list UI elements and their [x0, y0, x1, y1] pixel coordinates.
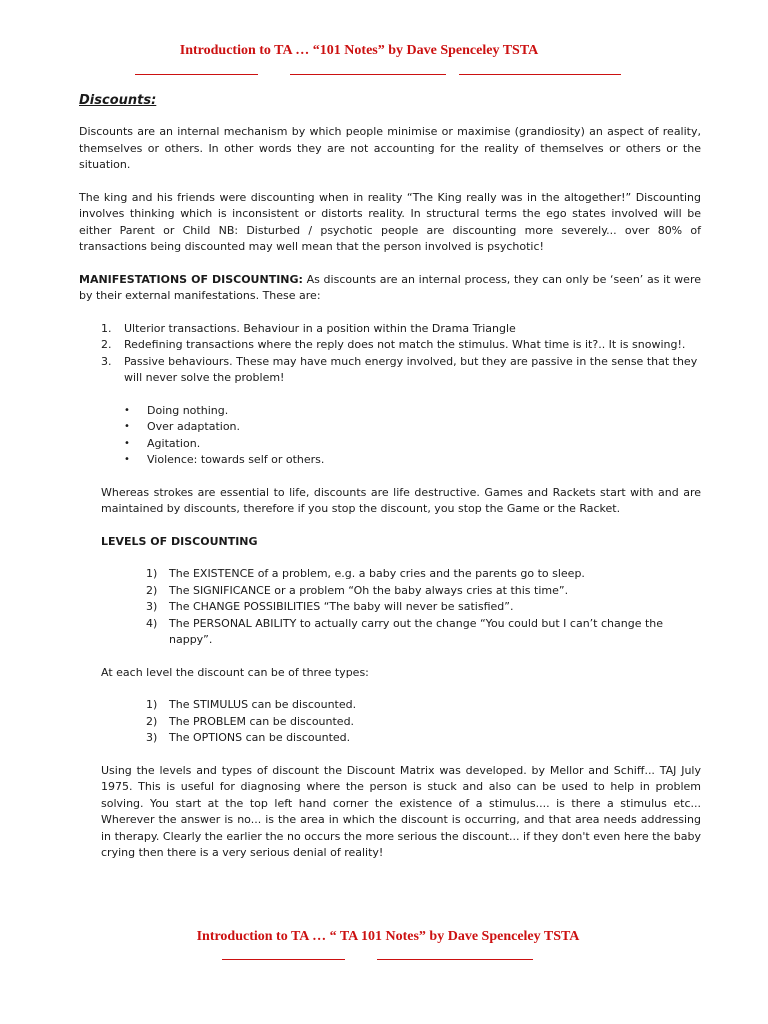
manifestations-list: [79, 321, 701, 387]
bullet-item: [79, 403, 701, 420]
manifestations-text: As discounts are an internal process, they can only be ‘seen’ as it were by their external manifestations. These are:: [79, 272, 701, 302]
list-item-text: The STIMULUS can be discounted.: [169, 698, 357, 711]
list-item: [79, 714, 701, 731]
list-marker: 1): [146, 567, 158, 580]
list-marker: 3.: [101, 354, 112, 368]
list-marker: 2): [146, 583, 158, 597]
bullet-item: [79, 436, 701, 453]
list-marker: 1.: [101, 321, 112, 335]
types-list: [79, 697, 701, 747]
list-item-text: Redefining transactions where the reply does not match the stimulus. What time is it?.. It is snowing!.: [124, 338, 686, 351]
footer-title: [0, 929, 768, 945]
bullet-item: [79, 452, 701, 469]
passive-behaviours-list: [79, 403, 701, 469]
footer-rule-2: [377, 959, 533, 960]
bullet-item: [79, 419, 701, 436]
list-item: [79, 616, 701, 649]
paragraph-manifestations: [79, 272, 701, 305]
paragraph-strokes: Whereas strokes are essential to life, discounts are life destructive. Games and Rackets start with and are maintained by discounts, therefore if you stop the discount, you stop the Game or the Racket.: [101, 485, 701, 515]
bullet-icon: •: [124, 437, 130, 449]
bullet-icon: •: [124, 404, 130, 416]
list-marker: 2): [146, 714, 158, 728]
header-rule-3: [459, 74, 621, 75]
list-item-text: The EXISTENCE of a problem, e.g. a baby cries and the parents go to sleep.: [169, 567, 585, 580]
paragraph-king: The king and his friends were discounting when in reality “The King really was in the altogether!” Discounting involves thinking which is inconsistent or distorts reality. In structural terms the ego states involved will be either Parent or Child NB: Disturbed / psychotic people are discounting more severely... over 80% of transactions being discounted may well mean that the person involved is psychotic!: [79, 190, 701, 253]
list-item: [79, 583, 701, 600]
bullet-icon: •: [124, 454, 130, 465]
header-title-text: Introduction to TA … “101 Notes” by Dave Spenceley TSTA: [179, 43, 539, 58]
paragraph-definition: Discounts are an internal mechanism by which people minimise or maximise (grandiosity) an aspect of reality, themselves or others. In other words they are not accounting for the reality of themselves or others or the situation.: [79, 125, 701, 171]
list-marker: 3): [146, 731, 158, 744]
list-item-text: Passive behaviours. These may have much energy involved, but they are passive in the sense that they will never solve the problem!: [124, 354, 698, 384]
footer-title-text: Introduction to TA … “ TA 101 Notes” by Dave Spenceley TSTA: [196, 929, 580, 944]
list-item: [79, 599, 701, 616]
list-item-text: The CHANGE POSSIBILITIES “The baby will never be satisfied”.: [169, 600, 514, 613]
list-item: [79, 697, 701, 714]
list-item: [79, 321, 701, 338]
list-marker: 1): [146, 698, 158, 711]
paragraph-discount-matrix: Using the levels and types of discount the Discount Matrix was developed. by Mellor and Schiff... TAJ July 1975. This is useful for diagnosing where the person is stuck and also can be used to help in problem solving. You start at the top left hand corner the existence of a stimulus.... is there a stimulus etc... Wherever the answer is no... is the area in which the discount is occurring, and that area needs addressing in therapy. Clearly the earlier the no occurs the more serious the discount... if they don't even here the baby crying then there is a very serious denial of reality!: [101, 763, 701, 859]
bullet-item-text: Violence: towards self or others.: [147, 453, 325, 466]
header-rule-1: [135, 74, 258, 75]
list-item: [79, 566, 701, 583]
list-item-text: The PROBLEM can be discounted.: [169, 714, 355, 728]
list-item-text: The PERSONAL ABILITY to actually carry out the change “You could but I can’t change the nappy”.: [169, 616, 664, 646]
list-item: [79, 354, 701, 387]
document-body: [79, 93, 701, 878]
bullet-item-text: Doing nothing.: [147, 403, 229, 417]
bullet-icon: •: [124, 421, 130, 432]
list-item: [79, 337, 701, 354]
list-item-text: Ulterior transactions. Behaviour in a position within the Drama Triangle: [124, 321, 516, 335]
list-marker: 3): [146, 600, 158, 613]
bullet-item-text: Over adaptation.: [147, 420, 241, 433]
paragraph-types-intro: At each level the discount can be of three types:: [101, 665, 369, 679]
manifestations-heading: MANIFESTATIONS OF DISCOUNTING:: [79, 272, 303, 286]
section-title: Discounts:: [79, 93, 157, 108]
list-marker: 4): [146, 616, 158, 630]
header-title: [0, 43, 768, 59]
bullet-item-text: Agitation.: [147, 436, 201, 450]
levels-list: [79, 566, 701, 649]
list-item-text: The OPTIONS can be discounted.: [169, 731, 351, 744]
header-rule-2: [290, 74, 446, 75]
list-marker: 2.: [101, 338, 112, 351]
levels-heading: LEVELS OF DISCOUNTING: [101, 534, 258, 548]
list-item: [79, 730, 701, 747]
list-item-text: The SIGNIFICANCE or a problem “Oh the baby always cries at this time”.: [169, 583, 569, 597]
footer-rule-1: [222, 959, 345, 960]
